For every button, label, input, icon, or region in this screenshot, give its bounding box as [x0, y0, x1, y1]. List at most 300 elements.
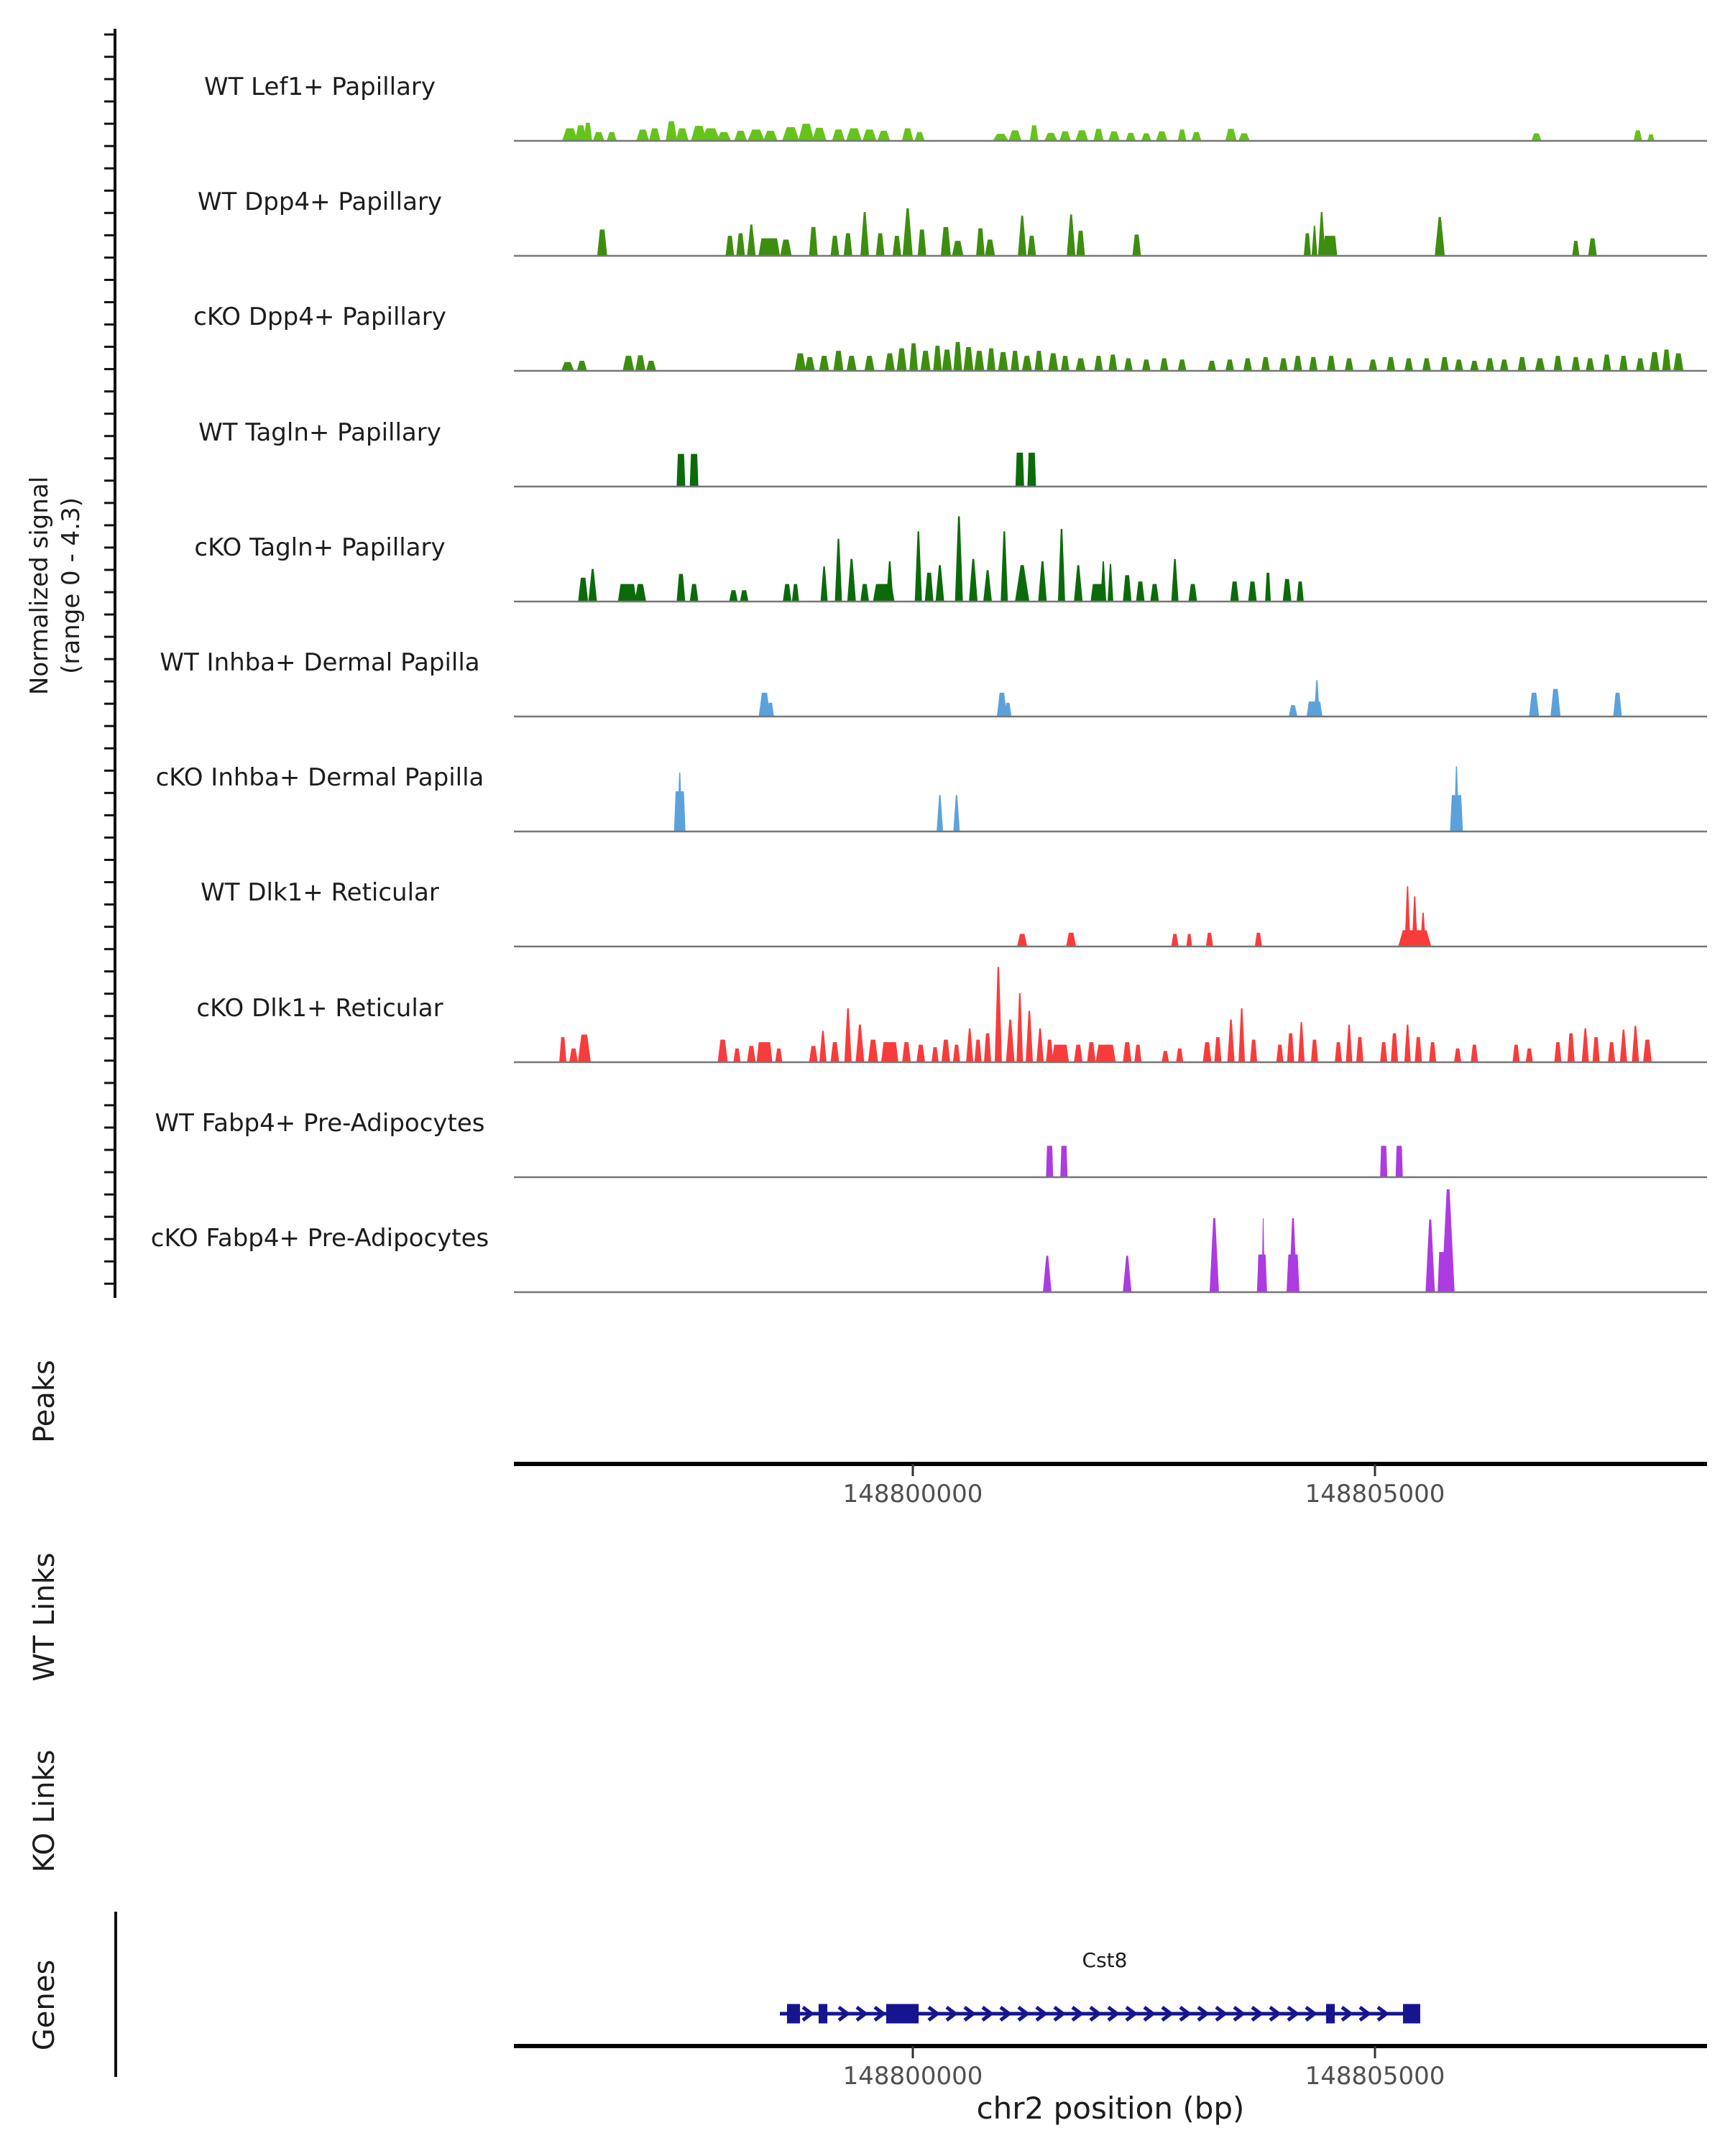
signal-peak: [1380, 1042, 1387, 1062]
signal-peak: [1603, 354, 1611, 371]
gene-exon: [1326, 2004, 1335, 2024]
signal-peak: [782, 127, 799, 141]
signal-peak: [1176, 1049, 1183, 1062]
signal-peak: [1554, 356, 1563, 371]
signal-peak: [666, 121, 677, 141]
signal-peak: [983, 570, 992, 602]
signal-peak: [1022, 356, 1032, 371]
signal-peak: [953, 1045, 960, 1062]
signal-peak: [832, 129, 845, 141]
x-axis-title: chr2 position (bp): [976, 2091, 1245, 2126]
signal-peak: [1634, 130, 1642, 141]
signal-peak: [966, 1028, 973, 1062]
signal-peak: [1076, 359, 1086, 371]
signal-peak: [1133, 234, 1141, 256]
signal-peak: [845, 1008, 852, 1062]
signal-peak: [1276, 1045, 1284, 1062]
signal-peak: [622, 356, 634, 371]
signal-peak: [985, 239, 995, 256]
signal-peak: [1238, 1008, 1245, 1062]
signal-peak: [925, 573, 934, 602]
signal-peak: [1636, 359, 1644, 371]
signal-peak: [936, 565, 944, 602]
signal-peak: [831, 1042, 840, 1062]
signal-peak: [729, 590, 737, 602]
signal-track: [196, 967, 1707, 1062]
signal-peak: [1297, 581, 1304, 602]
signal-peak: [776, 1049, 783, 1062]
signal-peak: [589, 569, 597, 602]
signal-peak: [618, 584, 637, 602]
gene-name-label: Cst8: [1082, 1948, 1128, 1972]
gene-model: [780, 2004, 1420, 2024]
signal-peak: [1346, 1025, 1353, 1062]
gene-exon: [819, 2004, 827, 2024]
signal-peak: [876, 234, 885, 256]
signal-peak: [736, 234, 745, 256]
signal-peak: [1435, 217, 1445, 256]
signal-peak: [1391, 1033, 1398, 1062]
signal-peak: [1067, 214, 1075, 256]
signal-peak: [844, 234, 852, 256]
signal-peak: [747, 1046, 755, 1062]
signal-peak: [1108, 132, 1120, 141]
signal-peak: [1202, 1042, 1211, 1062]
signal-peak: [1608, 1042, 1615, 1062]
signal-peak: [976, 229, 985, 256]
signal-peak: [1619, 356, 1628, 371]
signal-peak: [1124, 359, 1133, 371]
signal-peak: [878, 131, 891, 141]
signal-peak: [1404, 886, 1410, 946]
signal-peak: [975, 1040, 982, 1062]
signal-peak: [1429, 1042, 1436, 1062]
signal-peak: [1422, 359, 1431, 371]
signal-peak: [809, 1046, 818, 1062]
signal-peak: [1500, 359, 1509, 371]
signal-peak: [792, 584, 799, 602]
signal-peak: [1225, 359, 1234, 371]
signal-peak: [1454, 1049, 1461, 1062]
signal-peak: [831, 236, 840, 256]
signal-peak: [1000, 531, 1008, 602]
signal-peak: [1486, 359, 1494, 371]
signal-peak: [1192, 132, 1202, 141]
genes-section: [116, 1912, 1420, 2077]
signal-peak: [955, 516, 963, 602]
signal-peak: [868, 1040, 878, 1062]
signal-peak: [974, 351, 984, 371]
signal-peak: [1289, 705, 1297, 717]
signal-peak: [902, 129, 914, 141]
signal-peak: [1380, 1146, 1387, 1177]
signal-peak: [799, 124, 814, 141]
signal-peak: [1386, 357, 1395, 371]
signal-peak: [860, 584, 869, 602]
signal-peak: [915, 531, 922, 602]
signal-peak: [748, 129, 765, 141]
signal-peak: [914, 132, 924, 141]
signal-peak: [995, 967, 1002, 1062]
signal-track: [156, 763, 1707, 831]
signal-peak: [881, 1042, 898, 1062]
signal-peak: [1309, 357, 1317, 371]
signal-peak: [1018, 216, 1026, 256]
track-label: WT Tagln+ Papillary: [198, 418, 441, 447]
signal-peak: [932, 1047, 939, 1062]
signal-peak: [1255, 933, 1262, 946]
signal-peak: [1412, 896, 1417, 946]
signal-peak: [747, 224, 755, 256]
signal-peak: [1312, 226, 1317, 256]
signal-peak: [1006, 1020, 1015, 1062]
signal-peak: [1061, 356, 1070, 371]
signal-peak: [1162, 1051, 1169, 1062]
track-label: cKO Fabp4+ Pre-Adipocytes: [150, 1224, 489, 1253]
signal-peak: [676, 129, 689, 141]
signal-peak: [1529, 693, 1539, 717]
peak-area: [1017, 886, 1431, 946]
signal-peak: [1250, 1040, 1257, 1062]
signal-peak: [855, 1025, 864, 1062]
peak-area: [1046, 1146, 1402, 1177]
signal-peak: [734, 131, 747, 141]
signal-peak: [1108, 354, 1117, 371]
signal-peak: [1011, 351, 1019, 371]
signal-peak: [1034, 351, 1043, 371]
signal-peak: [1230, 581, 1239, 602]
signal-peak: [725, 236, 734, 256]
signal-peak: [577, 361, 587, 371]
signal-peak: [1160, 359, 1169, 371]
signal-peak: [783, 584, 791, 602]
signal-peak: [1662, 349, 1671, 371]
signal-peak: [809, 227, 818, 256]
signal-peak: [646, 361, 656, 371]
signal-peak: [819, 1031, 827, 1062]
signal-peak: [1568, 1033, 1575, 1062]
signal-peak: [1572, 241, 1579, 256]
signal-peak: [1471, 1045, 1478, 1062]
signal-peak: [1027, 453, 1036, 487]
signal-peak: [690, 584, 699, 602]
signal-peak: [636, 129, 649, 141]
signal-peak: [1425, 1220, 1435, 1292]
signal-peak: [1243, 359, 1252, 371]
signal-peak: [1134, 1045, 1141, 1062]
gene-exon: [787, 2004, 800, 2024]
peaks-axis-tick-label-2: 148805000: [1305, 1480, 1445, 1508]
signal-peak: [569, 1049, 578, 1062]
signal-peak: [780, 239, 791, 256]
track-label: WT Inhba+ Dermal Papilla: [160, 648, 480, 677]
signal-peak: [993, 134, 1008, 141]
signal-peak: [1588, 239, 1597, 256]
signal-peak: [1108, 564, 1113, 602]
signal-peak: [1620, 1030, 1627, 1062]
signal-peak: [1455, 359, 1463, 371]
signal-peak: [952, 241, 964, 256]
signal-track: [155, 1109, 1707, 1177]
signal-peak: [690, 454, 699, 487]
peak-area: [676, 453, 1036, 487]
signal-peak: [676, 454, 685, 487]
genome-x-axis: [514, 2046, 1707, 2126]
signal-peak: [1555, 1042, 1562, 1062]
signal-peak: [916, 1045, 925, 1062]
signal-peak: [1414, 1037, 1422, 1062]
signal-peak: [1136, 581, 1145, 602]
signal-peak: [1123, 1042, 1131, 1062]
signal-peak: [1470, 361, 1478, 371]
signal-peak: [758, 239, 780, 256]
signal-peak: [862, 129, 877, 141]
signal-peak: [963, 347, 973, 371]
peak-area: [559, 967, 1652, 1062]
signal-tracks: [151, 73, 1707, 1292]
signal-peak: [1142, 359, 1151, 371]
track-label: cKO Dlk1+ Reticular: [196, 994, 443, 1023]
signal-peak: [1093, 129, 1103, 141]
x-axis-tick-label-2: 148805000: [1305, 2062, 1445, 2091]
signal-peak: [1404, 1025, 1411, 1062]
signal-peak: [597, 229, 607, 256]
track-label: cKO Tagln+ Papillary: [194, 533, 446, 562]
signal-peak: [1314, 680, 1320, 717]
signal-peak: [941, 227, 951, 256]
signal-peak: [1532, 134, 1542, 141]
signal-track: [198, 418, 1707, 487]
signal-peak: [1036, 1028, 1044, 1062]
signal-track: [201, 878, 1707, 946]
signal-peak: [918, 229, 926, 256]
peak-area: [597, 208, 1597, 256]
signal-peak: [1335, 1042, 1342, 1062]
signal-peak: [1123, 575, 1131, 602]
signal-peak: [1586, 359, 1594, 371]
peak-area: [561, 342, 1683, 371]
gene-exon: [1403, 2004, 1420, 2024]
signal-peak: [903, 208, 913, 256]
signal-peak: [1279, 359, 1288, 371]
signal-peak: [1074, 1045, 1082, 1062]
signal-peak: [1017, 934, 1027, 946]
peaks-axis-tick-label-1: 148800000: [842, 1480, 983, 1508]
signal-peak: [998, 352, 1008, 371]
track-label: WT Lef1+ Papillary: [203, 73, 436, 101]
signal-peak: [1593, 1037, 1600, 1062]
signal-peak: [649, 129, 661, 141]
signal-peak: [1228, 1020, 1235, 1062]
signal-peak: [676, 574, 685, 602]
signal-peak: [885, 354, 895, 371]
signal-peak: [593, 132, 604, 141]
peaks-axis: [514, 1464, 1707, 1508]
signal-peak: [1048, 354, 1058, 371]
signal-peak: [1571, 357, 1580, 371]
signal-peak: [987, 349, 995, 371]
signal-peak: [1038, 561, 1046, 602]
signal-peak: [1294, 356, 1302, 371]
signal-peak: [834, 351, 844, 371]
signal-peak: [578, 1035, 591, 1062]
signal-peak: [1030, 125, 1039, 141]
section-label-ko-links: KO Links: [28, 1749, 61, 1873]
signal-peak: [847, 356, 857, 371]
signal-peak: [1442, 1189, 1455, 1292]
signal-peak: [893, 236, 901, 256]
signal-peak: [1075, 130, 1088, 141]
signal-peak: [1647, 134, 1655, 141]
signal-peak: [1066, 933, 1076, 946]
signal-peak: [561, 362, 574, 371]
signal-peak: [578, 578, 588, 602]
signal-peak: [1141, 134, 1151, 141]
signal-peak: [1087, 1042, 1095, 1062]
peak-area: [578, 516, 1304, 602]
signal-peak: [897, 349, 907, 371]
signal-peak: [1016, 453, 1024, 487]
signal-peak: [1046, 1040, 1053, 1062]
signal-peak: [1650, 352, 1660, 371]
signal-peak: [805, 357, 815, 371]
signal-peak: [1345, 359, 1353, 371]
signal-peak: [1526, 1049, 1533, 1062]
signal-peak: [740, 590, 748, 602]
signal-peak: [1632, 1026, 1639, 1062]
signal-peak: [1238, 134, 1250, 141]
signal-y-axis: [25, 29, 115, 1298]
signal-peak: [1123, 1256, 1131, 1292]
signal-peak: [1027, 236, 1036, 256]
signal-peak: [1100, 561, 1106, 602]
signal-peak: [921, 351, 931, 371]
signal-peak: [635, 584, 646, 602]
signal-peak: [1535, 359, 1545, 371]
signal-peak: [1178, 129, 1187, 141]
signal-peak: [717, 132, 731, 141]
signal-peak: [1404, 359, 1413, 371]
signal-peak: [1512, 1045, 1519, 1062]
signal-peak: [909, 344, 918, 371]
signal-peak: [835, 539, 842, 602]
signal-peak: [1396, 1146, 1403, 1177]
signal-peak: [763, 131, 778, 141]
signal-peak: [718, 1040, 728, 1062]
signal-peak: [1008, 130, 1021, 141]
y-axis-label-line2: (range 0 - 4.3): [57, 497, 86, 674]
signal-peak: [1060, 1146, 1067, 1177]
signal-peak: [1327, 356, 1335, 371]
signal-peak: [1058, 529, 1065, 602]
signal-peak: [1208, 361, 1216, 371]
track-label: cKO Inhba+ Dermal Papilla: [155, 763, 484, 792]
signal-peak: [1440, 357, 1449, 371]
signal-peak: [1206, 933, 1213, 946]
y-axis-label-line1: Normalized signal: [25, 476, 54, 696]
signal-track: [160, 648, 1707, 717]
signal-peak: [1059, 132, 1071, 141]
section-label-genes: Genes: [28, 1959, 61, 2051]
signal-peak: [1673, 354, 1683, 371]
signal-peak: [1225, 129, 1237, 141]
signal-peak: [937, 795, 943, 831]
signal-peak: [860, 212, 869, 256]
signal-track: [193, 303, 1707, 371]
signal-peak: [733, 1049, 740, 1062]
signal-peak: [1077, 231, 1085, 256]
section-label-wt-links: WT Links: [28, 1552, 61, 1682]
signal-track: [194, 516, 1707, 602]
track-label: WT Fabp4+ Pre-Adipocytes: [155, 1109, 485, 1138]
y-axis-ticks: [104, 34, 115, 1284]
signal-peak: [635, 355, 645, 371]
signal-peak: [1214, 1037, 1221, 1062]
gene-exon: [886, 2004, 919, 2024]
signal-peak: [969, 559, 978, 602]
peak-area: [1043, 1189, 1455, 1292]
signal-peak: [1287, 1033, 1294, 1062]
signal-peak: [1265, 573, 1271, 602]
track-label: WT Dpp4+ Papillary: [197, 188, 443, 216]
signal-peak: [1420, 913, 1426, 946]
peak-area: [562, 121, 1655, 141]
signal-peak: [1172, 559, 1179, 602]
x-axis-tick-label-1: 148800000: [842, 2062, 983, 2091]
section-label-peaks: Peaks: [28, 1360, 61, 1443]
signal-peak: [1187, 934, 1192, 946]
signal-peak: [1283, 579, 1292, 602]
track-label: cKO Dpp4+ Papillary: [193, 303, 446, 331]
signal-peak: [1016, 993, 1023, 1062]
signal-peak: [933, 346, 942, 371]
signal-peak: [953, 795, 960, 831]
signal-peak: [942, 1040, 950, 1062]
signal-peak: [902, 1042, 911, 1062]
signal-peak: [1046, 1146, 1053, 1177]
signal-peak: [942, 349, 952, 371]
signal-peak: [812, 128, 827, 141]
signal-peak: [821, 566, 828, 602]
signal-peak: [1582, 1028, 1589, 1062]
signal-peak: [1094, 356, 1103, 371]
signal-peak: [1518, 357, 1527, 371]
signal-track: [198, 188, 1707, 256]
signal-peak: [1304, 234, 1311, 256]
signal-peak: [1248, 581, 1257, 602]
signal-peak: [846, 129, 862, 141]
signal-track: [151, 1189, 1707, 1292]
peak-area: [759, 680, 1622, 717]
signal-track: [204, 73, 1707, 141]
peak-area: [674, 766, 1463, 831]
signal-peak: [847, 559, 856, 602]
signal-peak: [607, 132, 617, 141]
signal-peak: [1150, 584, 1159, 602]
signal-peak: [757, 1042, 773, 1062]
signal-peak: [559, 1037, 566, 1062]
signal-peak: [1095, 1045, 1116, 1062]
signal-peak: [954, 342, 962, 371]
signal-peak: [819, 356, 829, 371]
signal-peak: [1550, 689, 1560, 717]
signal-peak: [1074, 565, 1082, 602]
section-labels: [28, 1360, 61, 2050]
signal-peak: [584, 123, 592, 141]
signal-peak: [1043, 1256, 1052, 1292]
signal-peak: [1368, 359, 1377, 371]
signal-peak: [1156, 132, 1167, 141]
